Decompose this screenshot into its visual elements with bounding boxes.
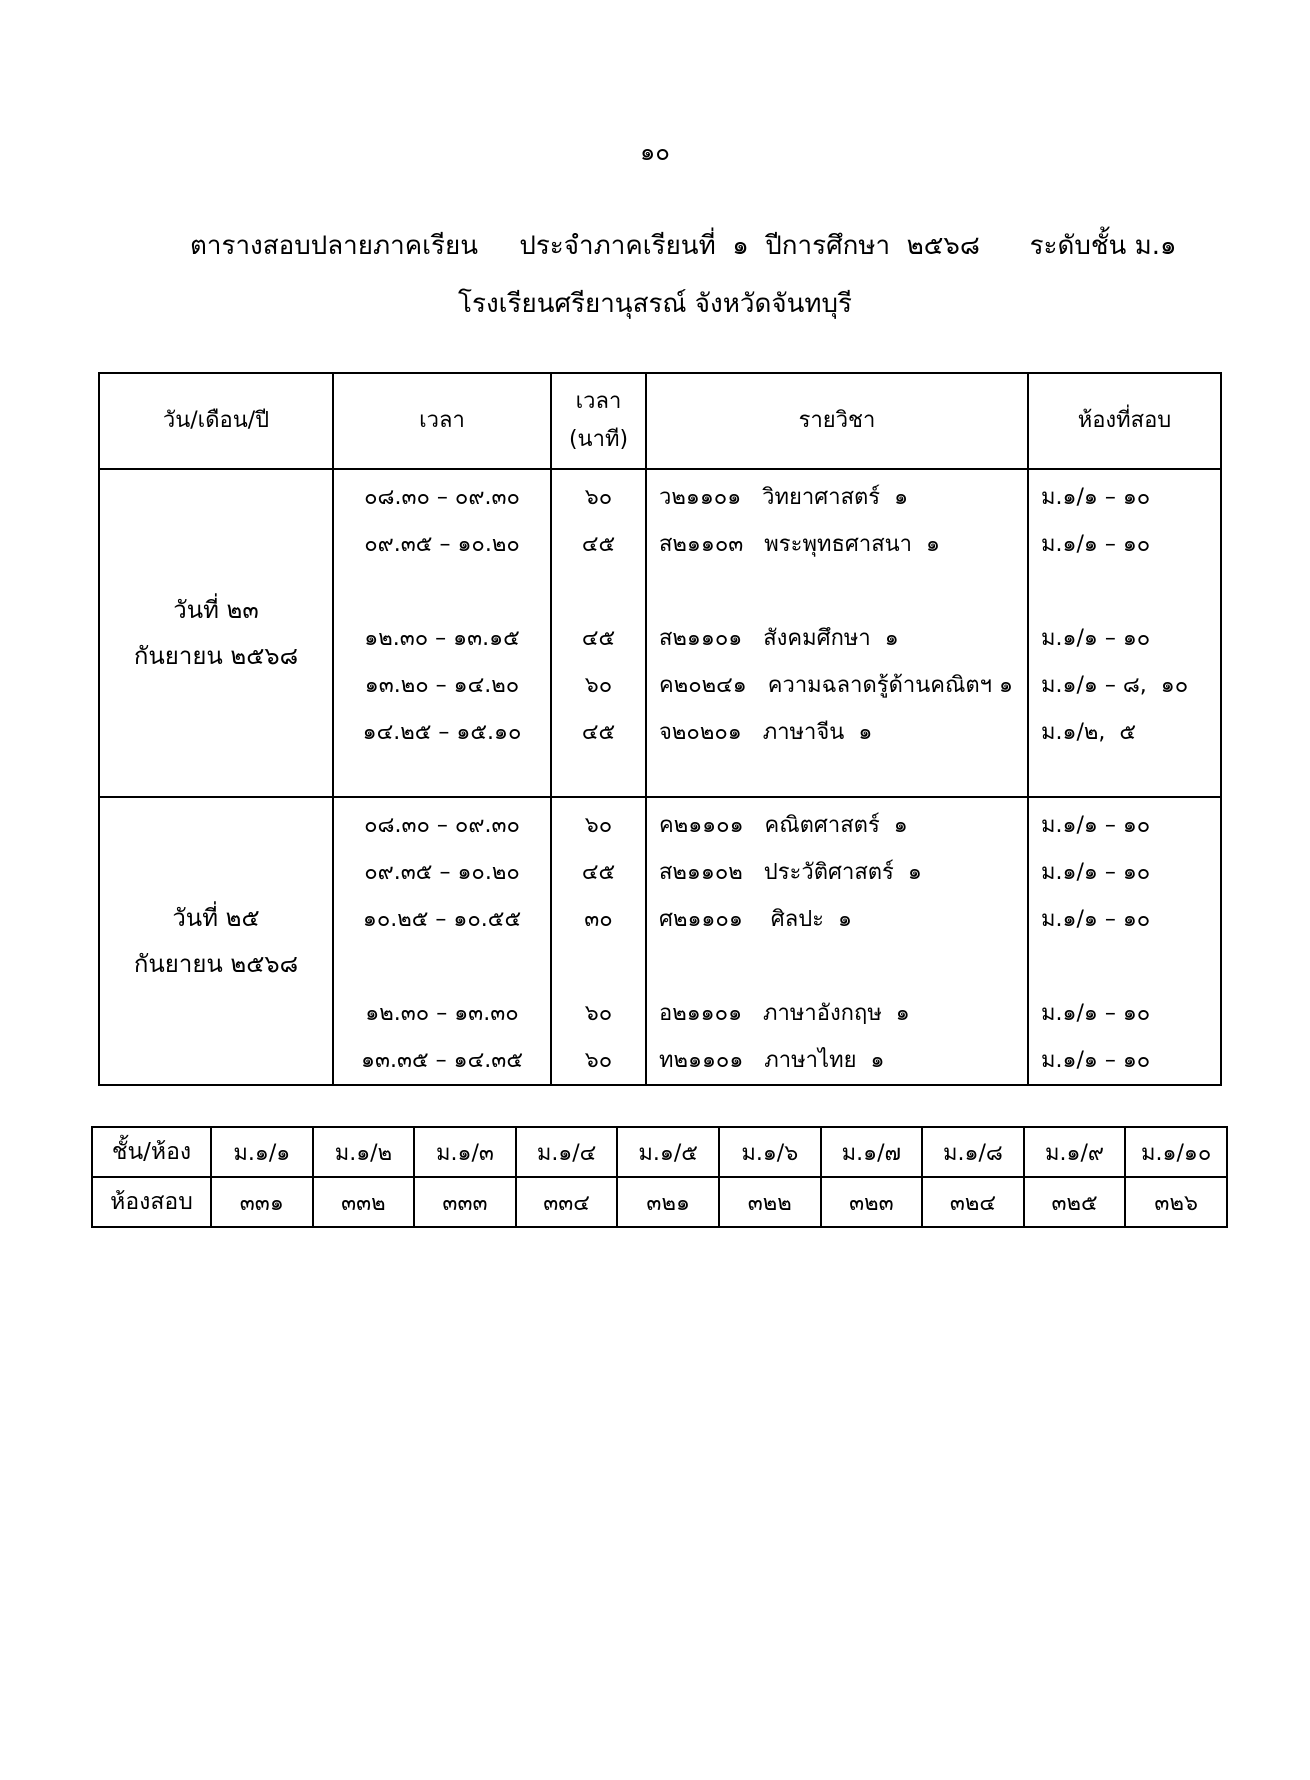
class-room-table	[91, 1126, 1228, 1228]
room-cell: ๓๓๒	[313, 1177, 415, 1227]
exam-time: ๑๒.๓๐ – ๑๓.๓๐	[365, 1001, 519, 1026]
exam-minutes: ๖๐	[584, 673, 613, 698]
exam-room: ม.๑/๑ – ๑๐	[1041, 626, 1151, 651]
day-block	[99, 469, 1221, 797]
room-cell: ๓๒๕	[1024, 1177, 1126, 1227]
room-column	[1028, 469, 1221, 797]
class-cell: ม.๑/๒	[313, 1127, 415, 1177]
exam-room: ม.๑/๒, ๕	[1041, 720, 1137, 745]
header-room: ห้องที่สอบ	[1028, 373, 1221, 469]
class-cell: ม.๑/๑๐	[1125, 1127, 1227, 1177]
exam-subject: ท๒๑๑๐๑ ภาษาไทย ๑	[659, 1048, 885, 1073]
exam-minutes: ๖๐	[584, 485, 613, 510]
header-date: วัน/เดือน/ปี	[99, 373, 333, 469]
room-cell: ๓๒๒	[719, 1177, 821, 1227]
class-cell: ม.๑/๗	[821, 1127, 923, 1177]
exam-time: ๐๙.๓๕ – ๑๐.๒๐	[364, 532, 520, 557]
minutes-column	[551, 469, 646, 797]
school-name: โรงเรียนศรียานุสรณ์ จังหวัดจันทบุรี	[458, 289, 852, 319]
exam-room: ม.๑/๑ – ๑๐	[1041, 813, 1151, 838]
day-date-line1: วันที่ ๒๓	[173, 596, 259, 624]
exam-minutes: ๔๕	[581, 720, 616, 745]
exam-subject: ส๒๑๑๐๒ ประวัติศาสตร์ ๑	[659, 860, 922, 885]
exam-minutes: ๖๐	[584, 813, 613, 838]
exam-time: ๑๓.๒๐ – ๑๔.๒๐	[364, 673, 520, 698]
exam-subject: จ๒๐๒๐๑ ภาษาจีน ๑	[659, 720, 873, 745]
exam-subject: อ๒๑๑๐๑ ภาษาอังกฤษ ๑	[659, 1001, 910, 1026]
time-column	[333, 469, 551, 797]
day-date-line2: กันยายน ๒๕๖๘	[133, 950, 299, 978]
exam-room: ม.๑/๑ – ๑๐	[1041, 860, 1151, 885]
room-cell: ๓๒๔	[922, 1177, 1024, 1227]
exam-subject: ค๒๑๑๐๑ คณิตศาสตร์ ๑	[659, 813, 908, 838]
day-block	[99, 797, 1221, 1085]
header-minutes-line2: (นาที)	[568, 427, 629, 452]
class-cell: ม.๑/๕	[617, 1127, 719, 1177]
class-cell: ม.๑/๙	[1024, 1127, 1126, 1177]
exam-time: ๐๘.๓๐ – ๐๙.๓๐	[364, 813, 520, 838]
day-date-cell	[99, 797, 333, 1085]
room-cell: ๓๓๔	[516, 1177, 618, 1227]
exam-room: ม.๑/๑ – ๑๐	[1041, 532, 1151, 557]
minutes-column	[551, 797, 646, 1085]
header-subject: รายวิชา	[646, 373, 1028, 469]
class-cell: ม.๑/๔	[516, 1127, 618, 1177]
exam-room: ม.๑/๑ – ๑๐	[1041, 907, 1151, 932]
subject-column	[646, 797, 1028, 1085]
exam-time: ๐๘.๓๐ – ๐๙.๓๐	[364, 485, 520, 510]
exam-schedule-table	[98, 372, 1222, 1086]
exam-subject: ว๒๑๑๐๑ วิทยาศาสตร์ ๑	[659, 485, 909, 510]
exam-room: ม.๑/๑ – ๑๐	[1041, 1048, 1151, 1073]
room-row	[92, 1177, 1227, 1227]
room-column	[1028, 797, 1221, 1085]
class-cell: ม.๑/๑	[211, 1127, 313, 1177]
exam-minutes: ๖๐	[584, 1048, 613, 1073]
exam-minutes: ๓๐	[584, 907, 613, 932]
class-cell: ม.๑/๓	[414, 1127, 516, 1177]
time-column	[333, 797, 551, 1085]
day-date-cell	[99, 469, 333, 797]
document-title: ตารางสอบปลายภาคเรียน ประจำภาคเรียนที่ ๑ ปีการศึกษา ๒๕๖๘ ระดับชั้น ม.๑	[190, 231, 1177, 261]
exam-minutes: ๔๕	[581, 532, 616, 557]
class-row-label: ชั้น/ห้อง	[92, 1127, 211, 1177]
exam-minutes: ๔๕	[581, 626, 616, 651]
room-cell: ๓๓๓	[414, 1177, 516, 1227]
exam-time: ๑๒.๓๐ – ๑๓.๑๕	[364, 626, 520, 651]
class-cell: ม.๑/๖	[719, 1127, 821, 1177]
header-minutes	[551, 373, 646, 469]
exam-subject: ศ๒๑๑๐๑ ศิลปะ ๑	[659, 907, 852, 932]
room-row-label: ห้องสอบ	[92, 1177, 211, 1227]
exam-room: ม.๑/๑ – ๑๐	[1041, 1001, 1151, 1026]
exam-time: ๑๓.๓๕ – ๑๔.๓๕	[361, 1048, 523, 1073]
day-date-line2: กันยายน ๒๕๖๘	[133, 642, 299, 670]
exam-room: ม.๑/๑ – ๑๐	[1041, 485, 1151, 510]
header-minutes-line1: เวลา	[575, 389, 622, 414]
class-cell: ม.๑/๘	[922, 1127, 1024, 1177]
subject-column	[646, 469, 1028, 797]
day-date-line1: วันที่ ๒๕	[172, 904, 260, 932]
room-cell: ๓๒๑	[617, 1177, 719, 1227]
exam-subject: ส๒๑๑๐๓ พระพุทธศาสนา ๑	[659, 532, 940, 557]
exam-subject: ส๒๑๑๐๑ สังคมศึกษา ๑	[659, 626, 899, 651]
page-number: ๑๐	[640, 138, 670, 166]
exam-time: ๑๔.๒๕ – ๑๕.๑๐	[362, 720, 522, 745]
room-cell: ๓๒๖	[1125, 1177, 1227, 1227]
exam-subject: ค๒๐๒๔๑ ความฉลาดรู้ด้านคณิตฯ ๑	[659, 673, 1013, 698]
exam-minutes: ๔๕	[581, 860, 616, 885]
exam-minutes: ๖๐	[584, 1001, 613, 1026]
exam-time: ๑๐.๒๕ – ๑๐.๕๕	[362, 907, 522, 932]
exam-time: ๐๙.๓๕ – ๑๐.๒๐	[364, 860, 520, 885]
room-cell: ๓๒๓	[821, 1177, 923, 1227]
room-cell: ๓๓๑	[211, 1177, 313, 1227]
header-time: เวลา	[333, 373, 551, 469]
schedule-header-row	[99, 373, 1221, 469]
class-row	[92, 1127, 1227, 1177]
exam-room: ม.๑/๑ – ๘, ๑๐	[1041, 673, 1189, 698]
